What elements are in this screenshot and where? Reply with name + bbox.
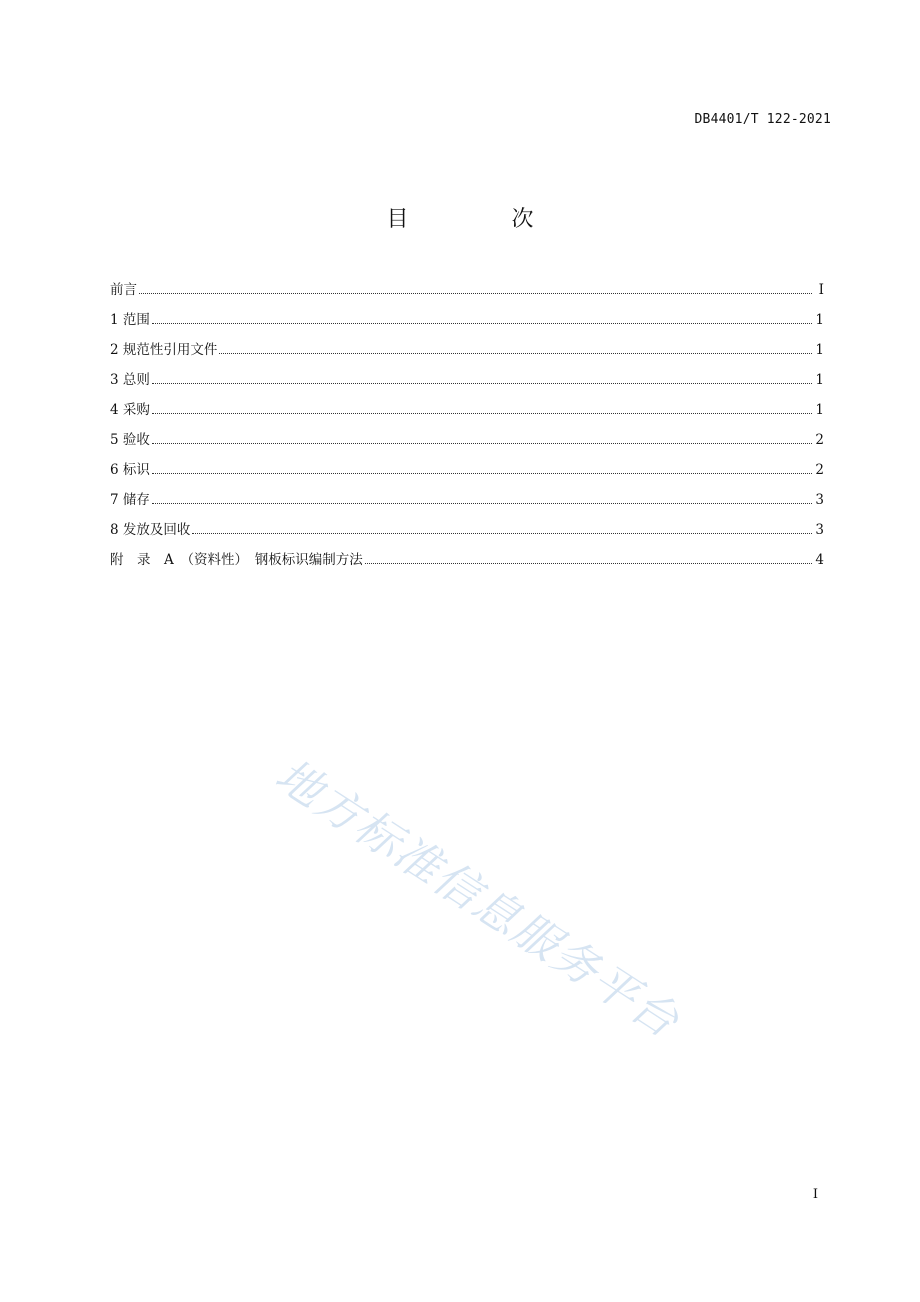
toc-entry-page: 1	[815, 312, 824, 328]
toc-entry-acceptance[interactable]	[110, 428, 824, 458]
toc-entry-page: 1	[815, 402, 824, 418]
toc-entry-label: 2 规范性引用文件	[110, 342, 218, 358]
toc-entry-label: 8 发放及回收	[110, 522, 191, 538]
toc-dot-leader	[152, 472, 812, 474]
toc-dot-leader	[152, 442, 812, 444]
toc-entry-scope[interactable]	[110, 308, 824, 338]
page-number: I	[812, 1187, 818, 1202]
toc-entry-foreword[interactable]	[110, 278, 824, 308]
toc-entry-page: 1	[815, 372, 824, 388]
watermark-text: 地方标准信息服务平台	[266, 748, 690, 1049]
toc-entry-page: I	[818, 282, 824, 298]
toc-entry-marking[interactable]	[110, 458, 824, 488]
toc-entry-general[interactable]	[110, 368, 824, 398]
table-of-contents	[110, 278, 824, 578]
toc-dot-leader	[365, 562, 812, 564]
toc-entry-normative-references[interactable]	[110, 338, 824, 368]
toc-dot-leader	[219, 352, 812, 354]
toc-entry-label: 7 储存	[110, 492, 150, 508]
toc-entry-label: 4 采购	[110, 402, 150, 418]
toc-dot-leader	[152, 382, 812, 384]
toc-entry-page: 3	[815, 522, 824, 538]
toc-entry-appendix-a[interactable]	[110, 548, 824, 578]
toc-entry-page: 2	[815, 432, 824, 448]
toc-entry-storage[interactable]	[110, 488, 824, 518]
toc-entry-page: 1	[815, 342, 824, 358]
toc-entry-procurement[interactable]	[110, 398, 824, 428]
toc-entry-label: 前言	[110, 282, 137, 298]
toc-title: 目 次	[386, 207, 582, 232]
toc-dot-leader	[152, 502, 812, 504]
toc-entry-label: 附 录 A （资料性） 钢板标识编制方法	[110, 552, 363, 568]
toc-entry-page: 3	[815, 492, 824, 508]
toc-dot-leader	[192, 532, 812, 534]
toc-entry-label: 3 总则	[110, 372, 150, 388]
toc-dot-leader	[152, 412, 812, 414]
toc-entry-label: 1 范围	[110, 312, 150, 328]
toc-dot-leader	[152, 322, 812, 324]
toc-entry-label: 6 标识	[110, 462, 150, 478]
toc-entry-label: 5 验收	[110, 432, 150, 448]
toc-entry-issue-and-return[interactable]	[110, 518, 824, 548]
toc-entry-page: 2	[815, 462, 824, 478]
toc-entry-page: 4	[815, 552, 824, 568]
toc-dot-leader	[139, 292, 812, 294]
standard-code: DB4401/T 122-2021	[694, 112, 831, 127]
